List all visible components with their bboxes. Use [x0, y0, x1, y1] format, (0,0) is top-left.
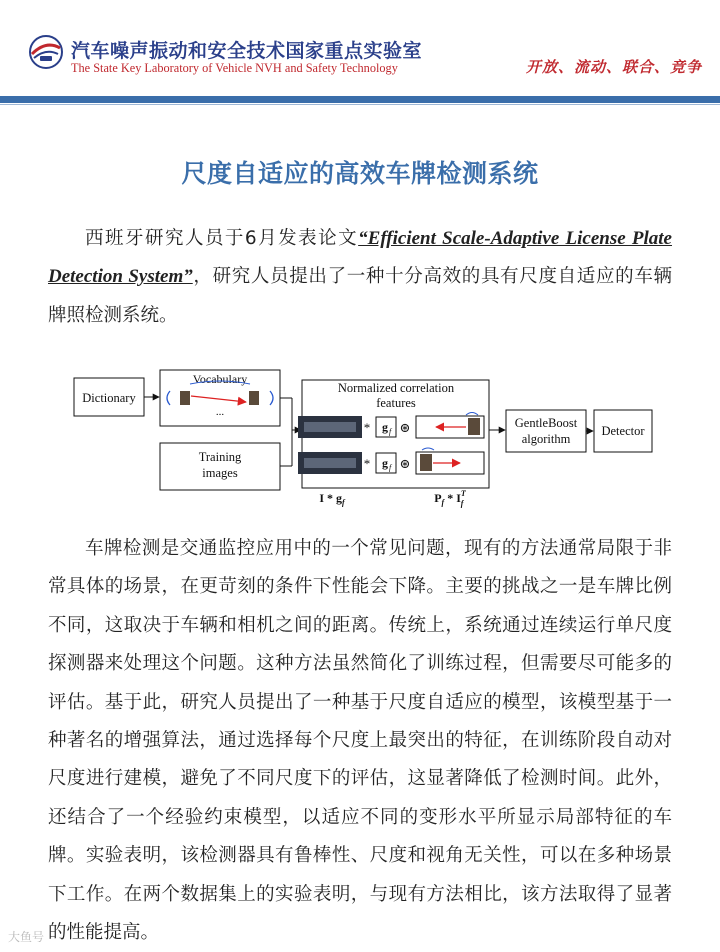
svg-text:g: g	[382, 456, 388, 470]
features-label-line2: features	[376, 396, 416, 410]
article-title: 尺度自适应的高效车牌检测系统	[181, 159, 539, 188]
svg-text:⊛: ⊛	[399, 456, 411, 471]
lab-slogan: 开放、流动、联合、竞争	[525, 58, 702, 76]
paper-title-link[interactable]: “Efficient Scale-Adaptive License Plate Detection System”	[48, 228, 672, 288]
vocabulary-ellipsis: ...	[215, 406, 225, 418]
detector-box	[594, 410, 652, 452]
lab-name-english: The State Key Laboratory of Vehicle NVH and Safety Technology	[71, 61, 398, 75]
vocabulary-label: Vocabulary	[192, 372, 248, 386]
intro-rest-text: ，研究人员提出了一种十分高效的具有尺度自适应的车辆牌照检测系统。	[48, 266, 672, 326]
header-divider-line	[0, 104, 720, 105]
page-header	[0, 0, 720, 104]
lab-logo-icon	[28, 34, 64, 70]
intro-paragraph	[48, 220, 672, 335]
training-label-line1: Training	[198, 450, 242, 464]
gentleboost-label-line2: algorithm	[521, 432, 571, 446]
gentleboost-label-line1: GentleBoost	[514, 416, 578, 430]
svg-text:f: f	[389, 427, 392, 436]
formula-right: $P_f * I^T$ f	[434, 489, 466, 508]
svg-text:f: f	[389, 463, 392, 472]
header-divider-bar	[0, 96, 720, 103]
intro-lead-text: 西班牙研究人员于6月发表论文	[85, 228, 359, 249]
svg-text:*: *	[363, 456, 371, 471]
vocabulary-box	[160, 370, 280, 426]
patch-thumbnail-icon	[180, 391, 190, 405]
dictionary-label: Dictionary	[82, 391, 136, 405]
gentleboost-box	[506, 410, 586, 452]
lab-name-chinese: 汽车噪声振动和安全技术国家重点实验室	[71, 40, 423, 62]
training-label-line2: images	[202, 466, 238, 480]
patch-thumbnail-icon	[249, 391, 259, 405]
training-images-box	[160, 443, 280, 490]
formula-left: I * $g_f$	[319, 491, 345, 507]
normalized-correlation-features-box	[298, 380, 489, 508]
body-paragraph: 车牌检测是交通监控应用中的一个常见问题，现有的方法通常局限于非常具体的场景，在更苛刻的条件下性能会下降。主要的挑战之一是车牌比例不同，这取决于车辆和相机之间的距离。传统上，系统通过连续运行单尺度探测器来处理这个问题。这种方法虽然简化了训练过程，但需要尽可能多的评估。基于此，研究人员提出了一种基于尺度自适应的模型，该模型基于一种著名的增强算法，通过选择每个尺度上最突出的特征，在训练阶段自动对尺度进行建模，避免了不同尺度下的评估，这显著降低了检测时间。此外，还结合了一个经验约束模型，以适应不同的变形水平所显示局部特征的车牌。实验表明，该检测器具有鲁棒性、尺度和视角无关性，可以在多种场景下工作。在两个数据集上的实验表明，与现有方法相比，该方法取得了显著的性能提高。	[48, 538, 672, 944]
features-label-line1: Normalized correlation	[337, 381, 455, 395]
watermark-text: 大鱼号	[8, 930, 45, 944]
svg-text:⊛: ⊛	[399, 420, 411, 435]
dictionary-box	[74, 378, 144, 416]
svg-text:g: g	[382, 420, 388, 434]
detector-label: Detector	[601, 424, 645, 438]
pipeline-figure	[60, 368, 660, 508]
svg-text:*: *	[363, 420, 371, 435]
